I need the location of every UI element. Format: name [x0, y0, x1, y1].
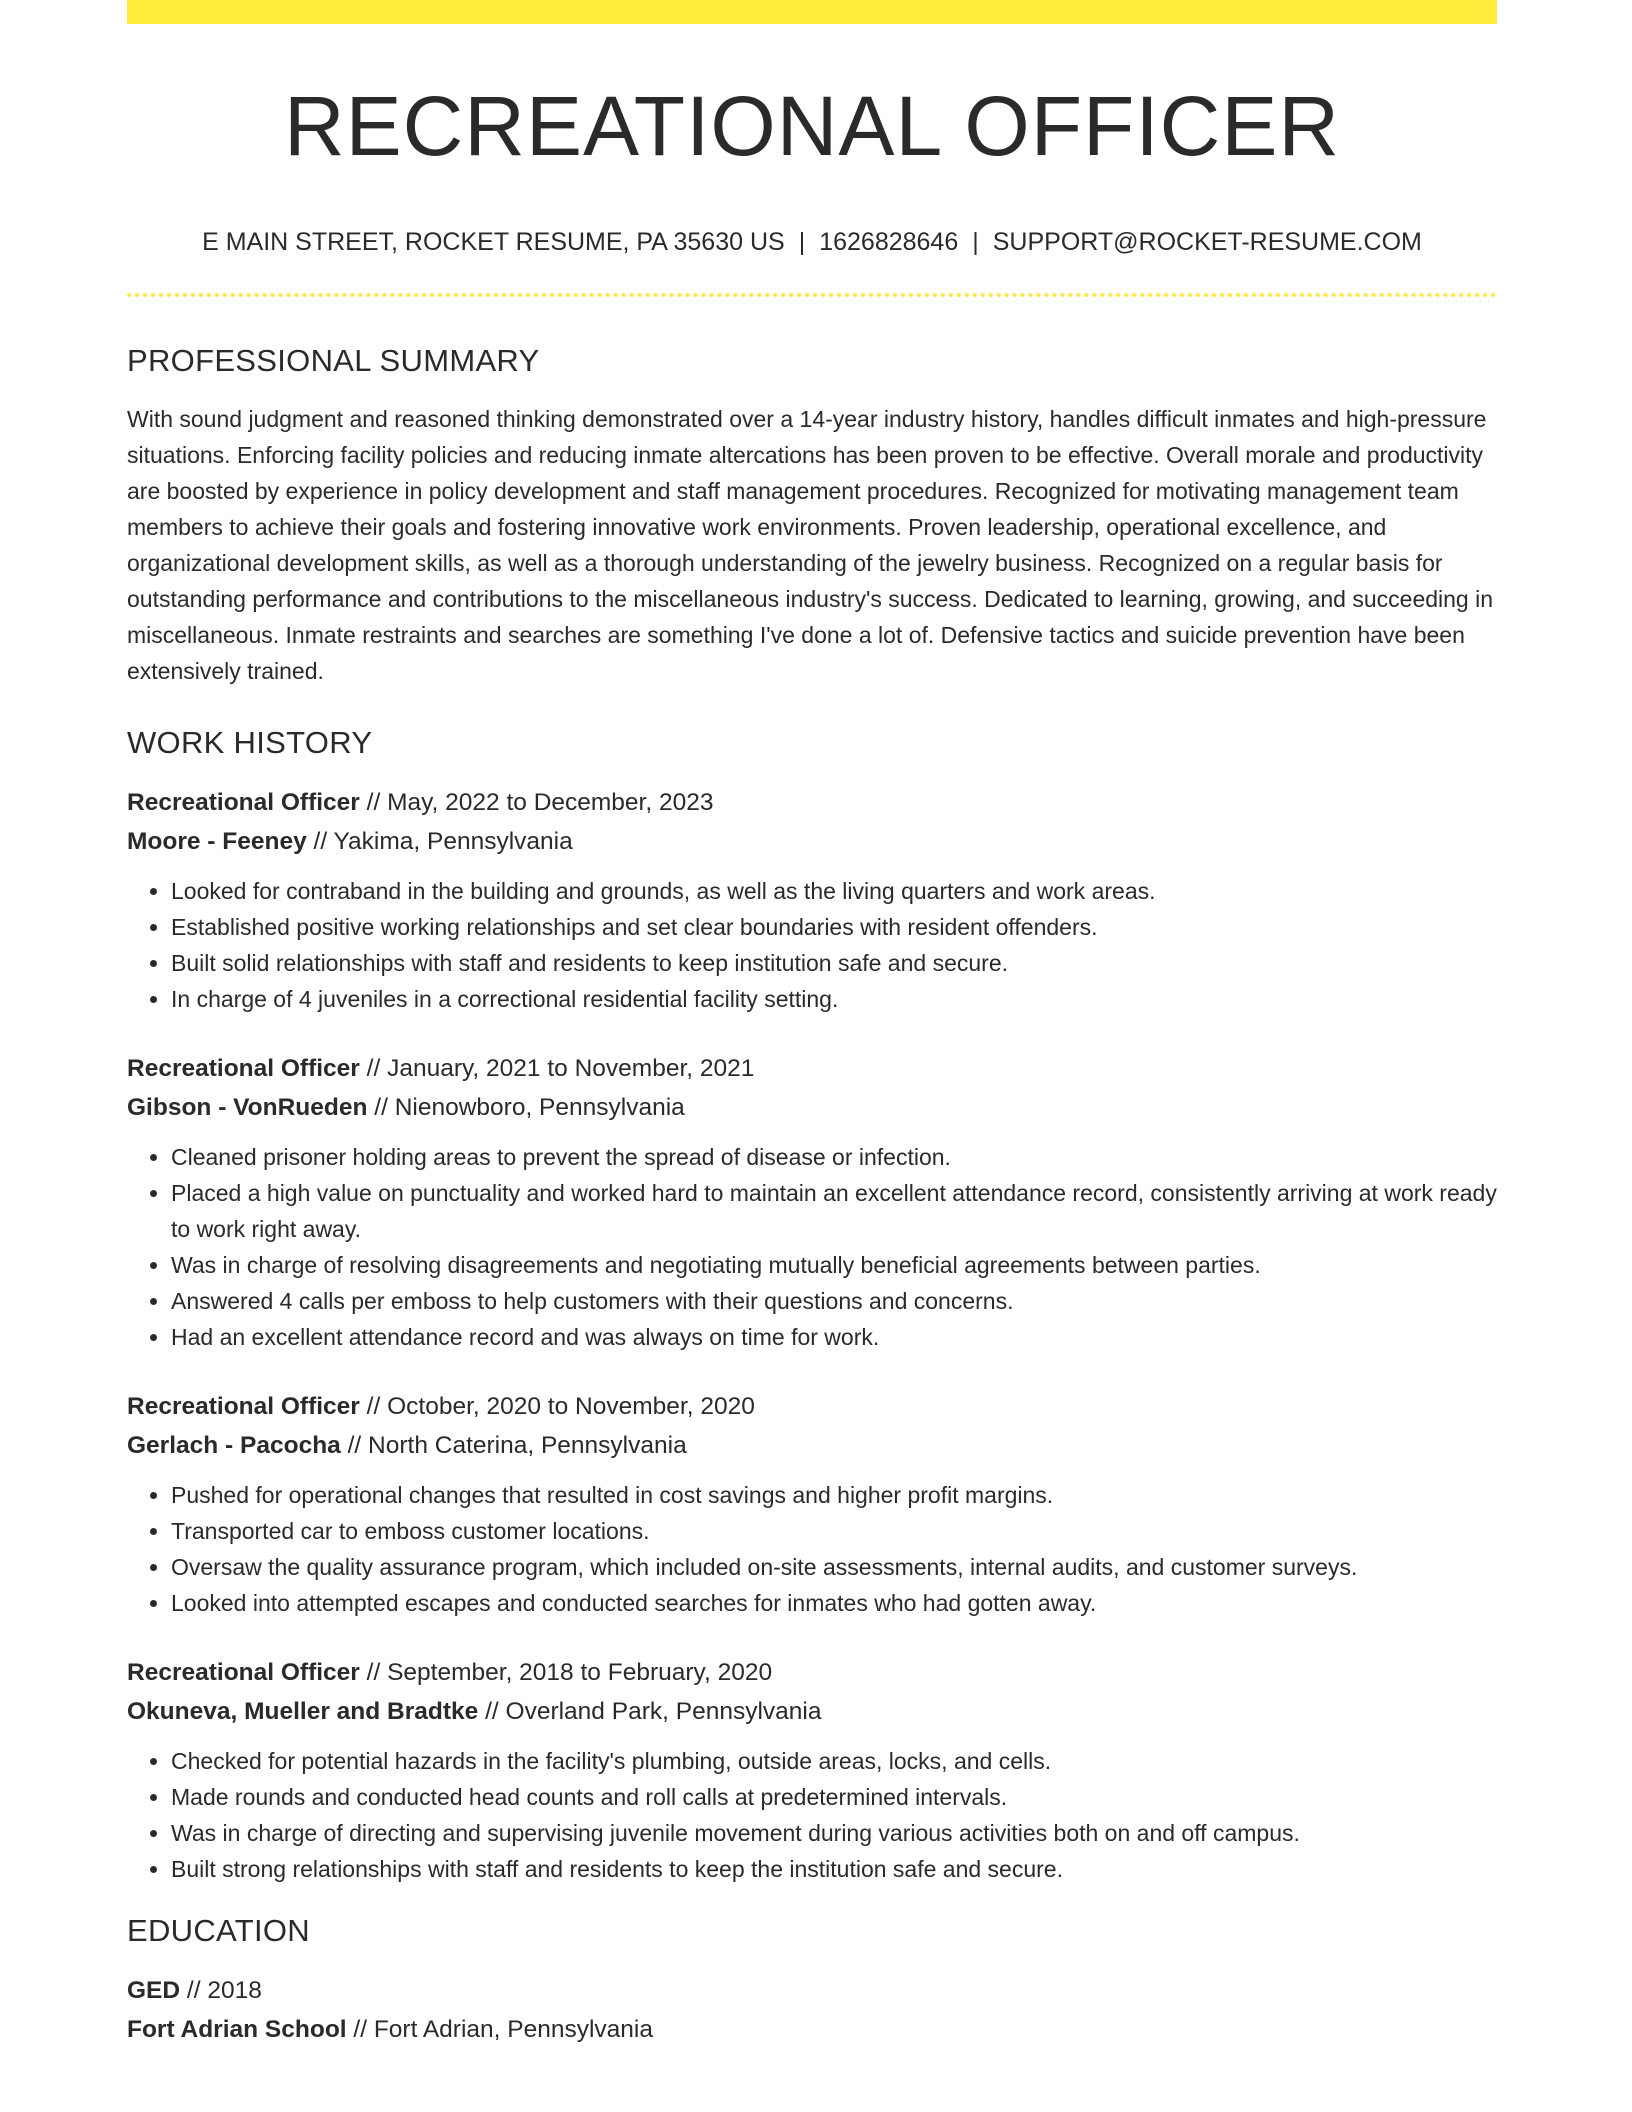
contact-separator: | [972, 228, 979, 256]
job-role: Recreational Officer [127, 1659, 360, 1686]
contact-line [127, 228, 1497, 257]
delimiter: // [478, 1698, 506, 1725]
job-bullet: • Checked for potential hazards in the facility's plumbing, outside areas, locks, and cells. [171, 1743, 1497, 1779]
job-company-line [127, 822, 1497, 861]
job-bullet: • Built solid relationships with staff and residents to keep institution safe and secure. [171, 945, 1497, 981]
job-role: Recreational Officer [127, 1393, 360, 1420]
delimiter: // [359, 789, 388, 816]
work-history-list [127, 783, 1497, 1887]
job-entry [127, 1653, 1497, 1887]
job-company: Gibson - VonRueden [127, 1094, 368, 1121]
resume-page [127, 0, 1497, 2049]
job-bullet: • Was in charge of resolving disagreements and negotiating mutually beneficial agreements between parties. [171, 1247, 1497, 1283]
job-company-line [127, 1426, 1497, 1465]
delimiter: // [346, 2016, 374, 2043]
job-dates: October, 2020 to November, 2020 [387, 1393, 755, 1420]
delimiter: // [367, 1094, 395, 1121]
contact-separator: | [798, 228, 806, 256]
job-dates: May, 2022 to December, 2023 [387, 789, 714, 816]
education-school-line [127, 2010, 1497, 2049]
job-role-line [127, 1387, 1497, 1426]
contact-address: E MAIN STREET, ROCKET RESUME, PA 35630 US [202, 228, 785, 256]
job-role: Recreational Officer [127, 789, 360, 816]
job-location: Yakima, Pennsylvania [333, 828, 573, 855]
contact-phone: 1626828646 [819, 228, 959, 256]
job-bullet: • Made rounds and conducted head counts and roll calls at predetermined intervals. [171, 1779, 1497, 1815]
job-company-line [127, 1692, 1497, 1731]
job-company: Okuneva, Mueller and Bradtke [127, 1698, 479, 1725]
job-bullet: • In charge of 4 juveniles in a correctional residential facility setting. [171, 981, 1497, 1017]
job-bullet: • Cleaned prisoner holding areas to prevent the spread of disease or infection. [171, 1139, 1497, 1175]
job-company: Moore - Feeney [127, 828, 307, 855]
job-role-line [127, 783, 1497, 822]
job-bullet: • Placed a high value on punctuality and worked hard to maintain an excellent attendance record, consistently arriving at work ready to work right away. [171, 1175, 1497, 1247]
section-title-education: EDUCATION [127, 1913, 310, 1948]
section-title-summary: PROFESSIONAL SUMMARY [127, 343, 540, 378]
dotted-divider [127, 293, 1497, 297]
delimiter: // [340, 1432, 369, 1459]
job-role-line [127, 1653, 1497, 1692]
job-entry [127, 783, 1497, 1017]
job-bullet: • Looked into attempted escapes and conducted searches for inmates who had gotten away. [171, 1585, 1497, 1621]
job-company-line [127, 1088, 1497, 1127]
delimiter: // [359, 1393, 388, 1420]
job-location: Overland Park, Pennsylvania [505, 1698, 822, 1725]
job-bullet-list [127, 1139, 1497, 1355]
job-role: Recreational Officer [127, 1055, 360, 1082]
job-location: North Caterina, Pennsylvania [368, 1432, 687, 1459]
accent-top-bar [127, 0, 1497, 24]
education-entry [127, 1971, 1497, 2049]
job-bullet-list [127, 873, 1497, 1017]
job-bullet-list [127, 1743, 1497, 1887]
resume-name: RECREATIONAL OFFICER [283, 79, 1341, 173]
delimiter: // [180, 1977, 208, 2004]
education-location: Fort Adrian, Pennsylvania [373, 2016, 654, 2043]
education-degree: GED [127, 1977, 181, 2004]
job-bullet: • Transported car to emboss customer locations. [171, 1513, 1497, 1549]
job-bullet-list [127, 1477, 1497, 1621]
job-dates: September, 2018 to February, 2020 [387, 1659, 773, 1686]
education-school: Fort Adrian School [127, 2016, 347, 2043]
education-degree-line [127, 1971, 1497, 2010]
job-entry [127, 1049, 1497, 1355]
job-entry [127, 1387, 1497, 1621]
delimiter: // [306, 828, 334, 855]
section-title-work-history: WORK HISTORY [127, 725, 373, 760]
job-bullet: • Built strong relationships with staff and residents to keep the institution safe and secure. [171, 1851, 1497, 1887]
job-dates: January, 2021 to November, 2021 [387, 1055, 755, 1082]
job-bullet: • Had an excellent attendance record and was always on time for work. [171, 1319, 1497, 1355]
summary-text: With sound judgment and reasoned thinking demonstrated over a 14-year industry history, handles difficult inmates and high-pressure situations. Enforcing facility policies and reducing inmate altercations has been proven to be effective. Overall morale and productivity are boosted by experience in policy development and staff management procedures. Recognized for motivating management team members to achieve their goals and fostering innovative work environments. Proven leadership, operational excellence, and organizational development skills, as well as a thorough understanding of the jewelry business. Recognized on a regular basis for outstanding performance and contributions to the miscellaneous industry's success. Dedicated to learning, growing, and succeeding in miscellaneous. Inmate restraints and searches are something I've done a lot of. Defensive tactics and suicide prevention have been extensively trained. [127, 406, 1494, 684]
job-bullet: • Pushed for operational changes that resulted in cost savings and higher profit margins. [171, 1477, 1497, 1513]
delimiter: // [359, 1659, 388, 1686]
job-bullet: • Answered 4 calls per emboss to help customers with their questions and concerns. [171, 1283, 1497, 1319]
job-bullet: • Was in charge of directing and supervising juvenile movement during various activities both on and off campus. [171, 1815, 1497, 1851]
delimiter: // [359, 1055, 388, 1082]
contact-email: SUPPORT@ROCKET-RESUME.COM [992, 228, 1422, 256]
job-location: Nienowboro, Pennsylvania [394, 1094, 685, 1121]
job-bullet: • Established positive working relationships and set clear boundaries with resident offenders. [171, 909, 1497, 945]
job-company: Gerlach - Pacocha [127, 1432, 341, 1459]
job-bullet: • Oversaw the quality assurance program, which included on-site assessments, internal audits, and customer surveys. [171, 1549, 1497, 1585]
education-year: 2018 [207, 1977, 262, 2004]
job-role-line [127, 1049, 1497, 1088]
job-bullet: • Looked for contraband in the building and grounds, as well as the living quarters and work areas. [171, 873, 1497, 909]
